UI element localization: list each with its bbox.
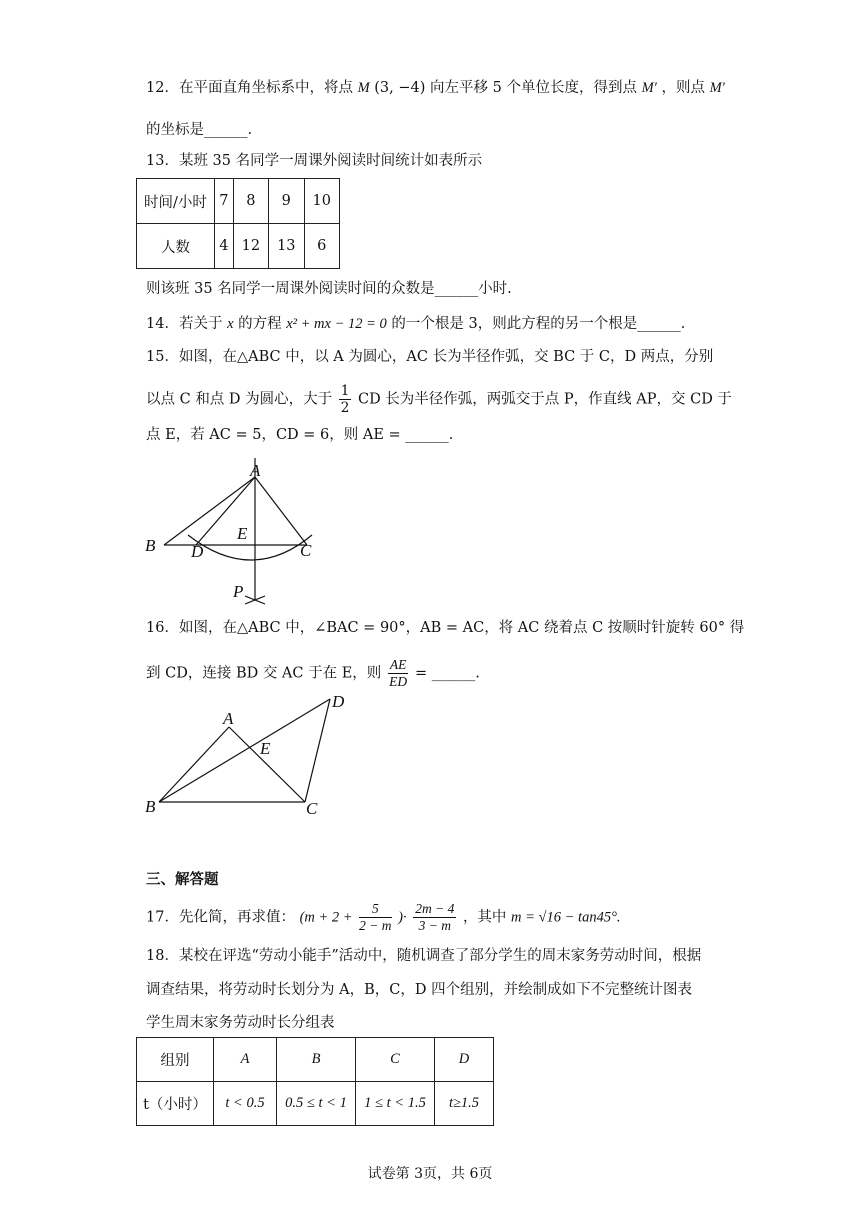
q18-table	[136, 1037, 494, 1126]
q16-label-c: C	[306, 799, 318, 818]
q18-caption: 学生周末家务劳动时长分组表	[146, 1015, 335, 1031]
q13-text: 13．某班 35 名同学一周课外阅读时间统计如表所示	[146, 153, 483, 169]
q13-cell: 6	[304, 224, 339, 269]
q15-text-a: 以点 C 和点 D 为圆心，大于	[146, 391, 333, 408]
q17-frac1-num: 5	[359, 901, 391, 918]
q16-text-a: 到 CD，连接 BD 交 AC 于在 E，则	[146, 665, 382, 682]
q14-text-a: 14．若关于	[146, 316, 223, 332]
q18-cell: 1 ≤ t < 1.5	[356, 1082, 435, 1126]
q15-line-3: 点 E，若 AC = 5，CD = 6，则 AE = ______.	[146, 427, 454, 443]
q17-paren-open: (m + 2 +	[299, 909, 353, 926]
q18-cell: t（小时）	[137, 1082, 214, 1126]
q17-fraction-2	[413, 901, 456, 934]
q17-paren-close: )·	[398, 909, 407, 926]
q13-cell: 人数	[137, 224, 215, 269]
q15-label-a: A	[250, 461, 261, 480]
q17-text-b: ，其中	[462, 909, 507, 926]
q16-label-a: A	[223, 709, 234, 728]
q15-label-e: E	[237, 524, 248, 543]
q14-text-b: 的方程	[238, 316, 282, 332]
q13-table	[136, 178, 340, 269]
q15-frac-den: 2	[340, 400, 350, 416]
q15-fraction	[339, 383, 352, 416]
q18-line-2: 调查结果，将劳动时长划分为 A，B，C，D 四个组别，并绘制成如下不完整统计图表	[146, 982, 693, 998]
q16-frac-den: ED	[389, 674, 408, 689]
q16-figure	[140, 690, 360, 820]
q18-cell: 0.5 ≤ t < 1	[277, 1082, 356, 1126]
q17-line	[146, 901, 621, 934]
q16-frac-num: AE	[389, 657, 407, 672]
q12-text-f: ，则点	[661, 80, 705, 96]
q15-label-p: P	[233, 582, 244, 601]
q13-cell: 12	[233, 224, 268, 269]
q13-cell: 13	[269, 224, 304, 269]
q18-cell: t≥1.5	[435, 1082, 494, 1126]
q16-line-2	[146, 657, 480, 690]
q17-condition: m = √16 − tan45°.	[511, 909, 621, 926]
q12-text-a: 12．在平面直角坐标系中，将点	[146, 80, 353, 96]
q12-line-1	[146, 78, 725, 98]
q14-text-c: 的一个根是 3，则此方程的另一个根是______.	[391, 316, 686, 332]
section-heading: 三、解答题	[146, 871, 219, 888]
q12-line-2: 的坐标是______.	[146, 122, 253, 138]
q15-label-c: C	[300, 541, 312, 560]
q14-line	[146, 314, 685, 334]
q18-cell: C	[356, 1038, 435, 1082]
q15-line-1: 15．如图，在△ABC 中，以 A 为圆心，AC 长为半径作弧，交 BC 于 C，D 两点，分别	[146, 349, 714, 365]
q15-line-2	[146, 383, 732, 416]
q18-line-1: 18．某校在评选“劳动小能手”活动中，随机调查了部分学生的周末家务劳动时间，根据	[146, 948, 702, 964]
q13-cell: 9	[269, 179, 304, 224]
q16-label-b: B	[145, 797, 156, 816]
q13-cell: 4	[215, 224, 234, 269]
q12-point-m: M	[357, 80, 370, 96]
q16-line-1: 16．如图，在△ABC 中，∠BAC = 90°，AB = AC，将 AC 绕着点 C 按顺时针旋转 60° 得	[146, 620, 745, 636]
q13-cell: 7	[215, 179, 234, 224]
q18-cell: B	[277, 1038, 356, 1082]
q16-text-b: = ______.	[415, 665, 480, 682]
q12-point-coords: (3, −4)	[374, 80, 426, 96]
q14-equation: x² + mx − 12 = 0	[286, 316, 387, 332]
q15-frac-num: 1	[340, 383, 350, 399]
q16-fraction	[388, 657, 409, 690]
q18-cell: t < 0.5	[214, 1082, 277, 1126]
q18-cell: A	[214, 1038, 277, 1082]
q17-text-a: 17．先化简，再求值：	[146, 909, 295, 926]
q13-cell: 时间/小时	[137, 179, 215, 224]
q12-point-m-prime: M′	[641, 80, 657, 96]
q16-label-d: D	[332, 692, 345, 711]
q18-cell: D	[435, 1038, 494, 1082]
q15-text-b: CD 长为半径作弧，两弧交于点 P，作直线 AP，交 CD 于	[357, 391, 732, 408]
q15-label-b: B	[145, 536, 156, 555]
q14-var-x: x	[227, 316, 234, 332]
q17-frac2-den: 3 − m	[418, 918, 451, 933]
q12-point-m-prime-2: M′	[709, 80, 725, 96]
q12-text-d: 向左平移 5 个单位长度，得到点	[430, 80, 637, 96]
q15-label-d: D	[191, 542, 204, 561]
q13-cell: 8	[233, 179, 268, 224]
q17-frac1-den: 2 − m	[359, 918, 392, 933]
q16-label-e: E	[260, 739, 271, 758]
q13-after: 则该班 35 名同学一周课外阅读时间的众数是______小时.	[146, 281, 512, 297]
q18-cell: 组别	[137, 1038, 214, 1082]
q17-fraction-1	[359, 901, 391, 934]
q13-cell: 10	[304, 179, 339, 224]
page-footer: 试卷第 3页，共 6页	[367, 1166, 493, 1182]
q15-figure	[140, 450, 340, 610]
q17-frac2-num: 2m − 4	[415, 901, 455, 916]
